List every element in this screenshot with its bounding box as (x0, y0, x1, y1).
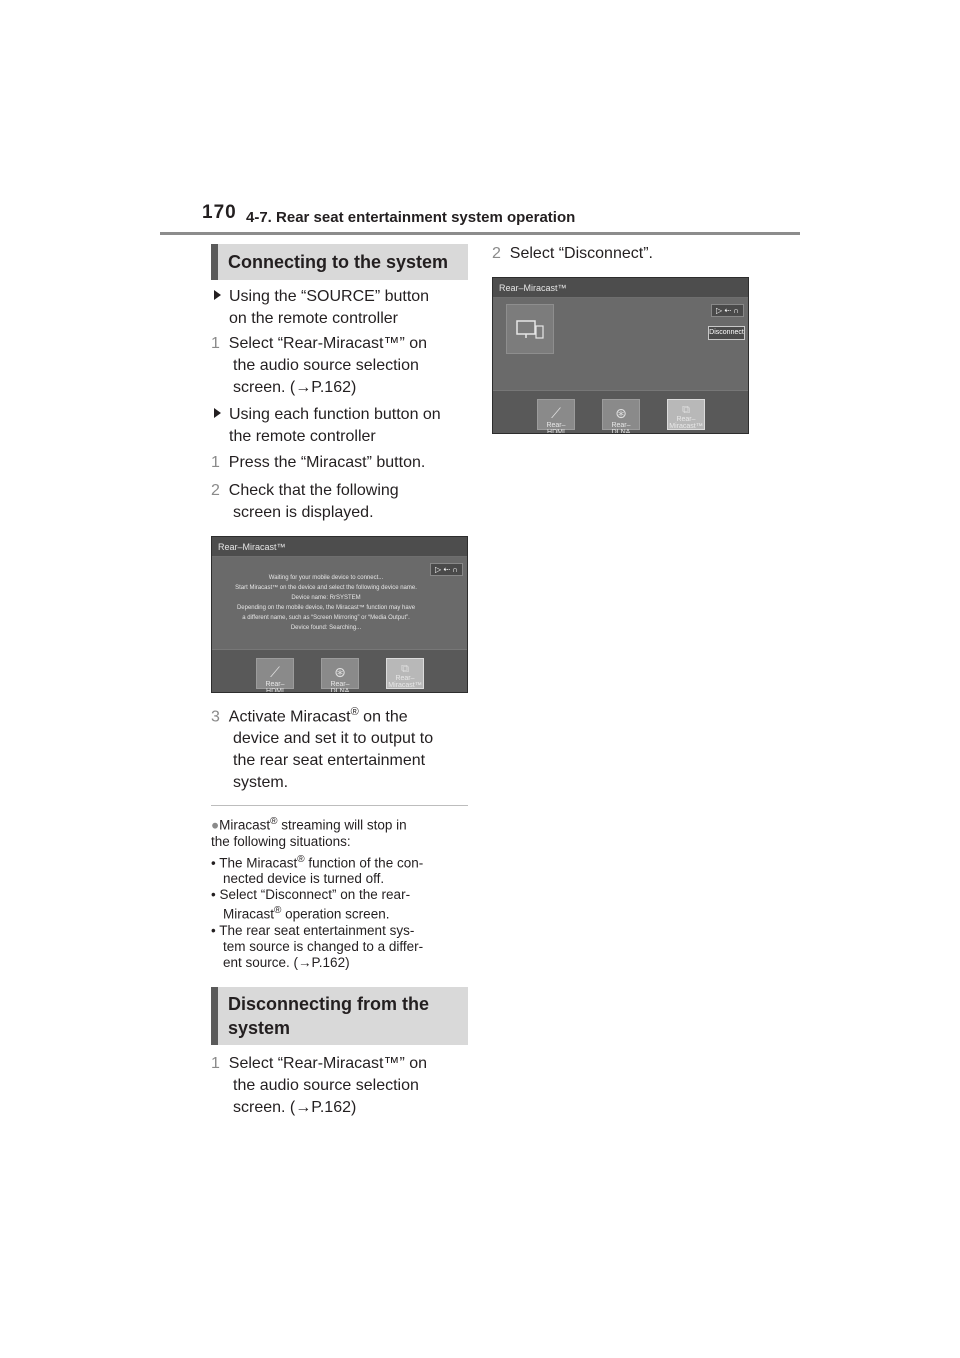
note-divider (211, 805, 468, 806)
dlna-icon: ⊛ (334, 664, 346, 680)
m2-step3-line1: Activate Miracast (228, 708, 351, 726)
triangle-bullet-icon (214, 408, 221, 418)
m2-step3-line1-post: on the (358, 708, 408, 726)
m2-step1-text: Press the “Miracast” button. (228, 454, 426, 471)
note-item2-line2: Miracast (223, 906, 275, 922)
message-line: Device name: RrSYSTEM (291, 595, 361, 601)
hdmi-icon: ⟋ (270, 664, 280, 680)
registered-mark: ® (274, 905, 282, 916)
registered-mark: ® (270, 816, 278, 827)
step-number: 3 (211, 708, 220, 726)
disc-step1-line3: screen. (→P.162) (233, 1099, 357, 1116)
message-line: Waiting for your mobile device to connect... (268, 575, 384, 581)
step-number: 1 (211, 335, 220, 352)
note-item1-post: function of the con- (304, 855, 424, 870)
disconnecting-heading-line1: Disconnecting from the (228, 994, 430, 1014)
section-title: 4-7. Rear seat entertainment system operation (246, 209, 576, 226)
message-line: Device found: Searching... (290, 625, 362, 631)
method2 (214, 404, 474, 448)
disconnect-button[interactable]: Disconnect (708, 326, 745, 340)
tile-label: Rear–DLNA (330, 681, 350, 693)
device-tile (506, 304, 554, 354)
registered-mark: ® (350, 706, 359, 718)
m2-step3-line4: system. (233, 774, 289, 792)
page-number: 170 (202, 202, 237, 223)
source-bar (212, 649, 467, 693)
note-item3: • The rear seat entertainment sys- (211, 922, 415, 938)
tile-label: Rear–Miracast™ (388, 675, 422, 689)
m2-step3 (211, 701, 476, 794)
disc-step2-text: Select “Disconnect”. (509, 245, 653, 262)
method2-line1: Using each function button on (229, 406, 441, 423)
dlna-icon: ⊛ (615, 405, 627, 421)
step1-line1: Select “Rear-Miracast™” on (228, 335, 428, 352)
tile-rear-hdmi[interactable] (256, 658, 294, 693)
screen-body (212, 557, 467, 649)
miracast-icon: ⧉ (682, 404, 690, 416)
screen-title: Rear–Miracast™ (493, 278, 748, 298)
step-number: 2 (492, 245, 501, 262)
streaming-note (211, 814, 473, 971)
tile-rear-hdmi[interactable] (537, 399, 575, 434)
tile-label: Rear–HDMI (265, 681, 285, 693)
tile-label: Rear–DLNA (611, 422, 631, 434)
method1 (214, 286, 474, 330)
step-number: 2 (211, 482, 220, 499)
message-line: Start Miracast™ on the device and select the following device name. (235, 585, 417, 591)
header-rule (160, 232, 800, 235)
connecting-heading-text: Connecting to the system (228, 252, 449, 272)
connecting-heading (211, 244, 468, 280)
m2-step1 (211, 452, 476, 474)
m2-step3-line3: the rear seat entertainment (233, 752, 426, 770)
message-line: a different name, such as “Screen Mirroring” or “Media Output”. (242, 615, 410, 621)
m2-step2-line1: Check that the following (228, 482, 399, 499)
note-intro-line2: the following situations: (211, 833, 351, 849)
miracast-icon: ⧉ (401, 663, 409, 675)
step1 (211, 333, 476, 399)
note-item3-line3: ent source. (→P.162) (223, 954, 350, 970)
method1-line2: on the remote controller (229, 310, 398, 327)
step1-line2: the audio source selection (233, 357, 419, 374)
note-item3-line2: tem source is changed to a differ- (223, 938, 424, 954)
disc-step2 (492, 243, 792, 265)
waiting-message (226, 573, 426, 633)
note-item2: • Select “Disconnect” on the rear- (211, 887, 411, 902)
miracast-waiting-screen (211, 536, 468, 693)
m2-step3-line2: device and set it to output to (233, 730, 434, 748)
playback-controls[interactable]: ▷ ⇠ ∩ (711, 304, 744, 317)
registered-mark: ® (297, 853, 305, 865)
step-number: 1 (211, 454, 220, 471)
m2-step2-line2: screen is displayed. (233, 504, 374, 521)
monitor-phone-icon (507, 305, 555, 355)
playback-controls[interactable]: ▷ ⇠ ∩ (430, 563, 463, 576)
screen-body (493, 298, 748, 390)
tile-rear-dlna[interactable] (321, 658, 359, 693)
tile-rear-miracast[interactable] (667, 399, 705, 430)
screen-title: Rear–Miracast™ (212, 537, 467, 557)
source-bar (493, 390, 748, 434)
note-item2-line2-post: operation screen. (281, 906, 390, 922)
step1-line3: screen. (→P.162) (233, 379, 357, 396)
note-item1: • The Miracast (211, 855, 298, 870)
disconnecting-heading (211, 987, 468, 1045)
note-item1-line2: nected device is turned off. (223, 871, 385, 886)
note-bullet-icon: ● (211, 817, 220, 833)
disc-step1 (211, 1053, 476, 1119)
disc-step1-line1: Select “Rear-Miracast™” on (228, 1055, 428, 1072)
hdmi-icon: ⟋ (551, 405, 561, 421)
tile-rear-miracast[interactable] (386, 658, 424, 689)
note-intro-post: streaming will stop in (277, 817, 407, 833)
tile-label: Rear–Miracast™ (669, 416, 703, 430)
tile-label: Rear–HDMI (546, 422, 566, 434)
step-number: 1 (211, 1055, 220, 1072)
m2-step2 (211, 480, 476, 524)
method2-line2: the remote controller (229, 428, 376, 445)
note-intro: Miracast (219, 817, 271, 833)
tile-rear-dlna[interactable] (602, 399, 640, 434)
triangle-bullet-icon (214, 290, 221, 300)
disconnecting-heading-line2: system (228, 1018, 291, 1038)
message-line: Depending on the mobile device, the Miracast™ function may have (236, 605, 416, 611)
method1-line1: Using the “SOURCE” button (229, 288, 430, 305)
disc-step1-line2: the audio source selection (233, 1077, 419, 1094)
miracast-connected-screen (492, 277, 749, 434)
